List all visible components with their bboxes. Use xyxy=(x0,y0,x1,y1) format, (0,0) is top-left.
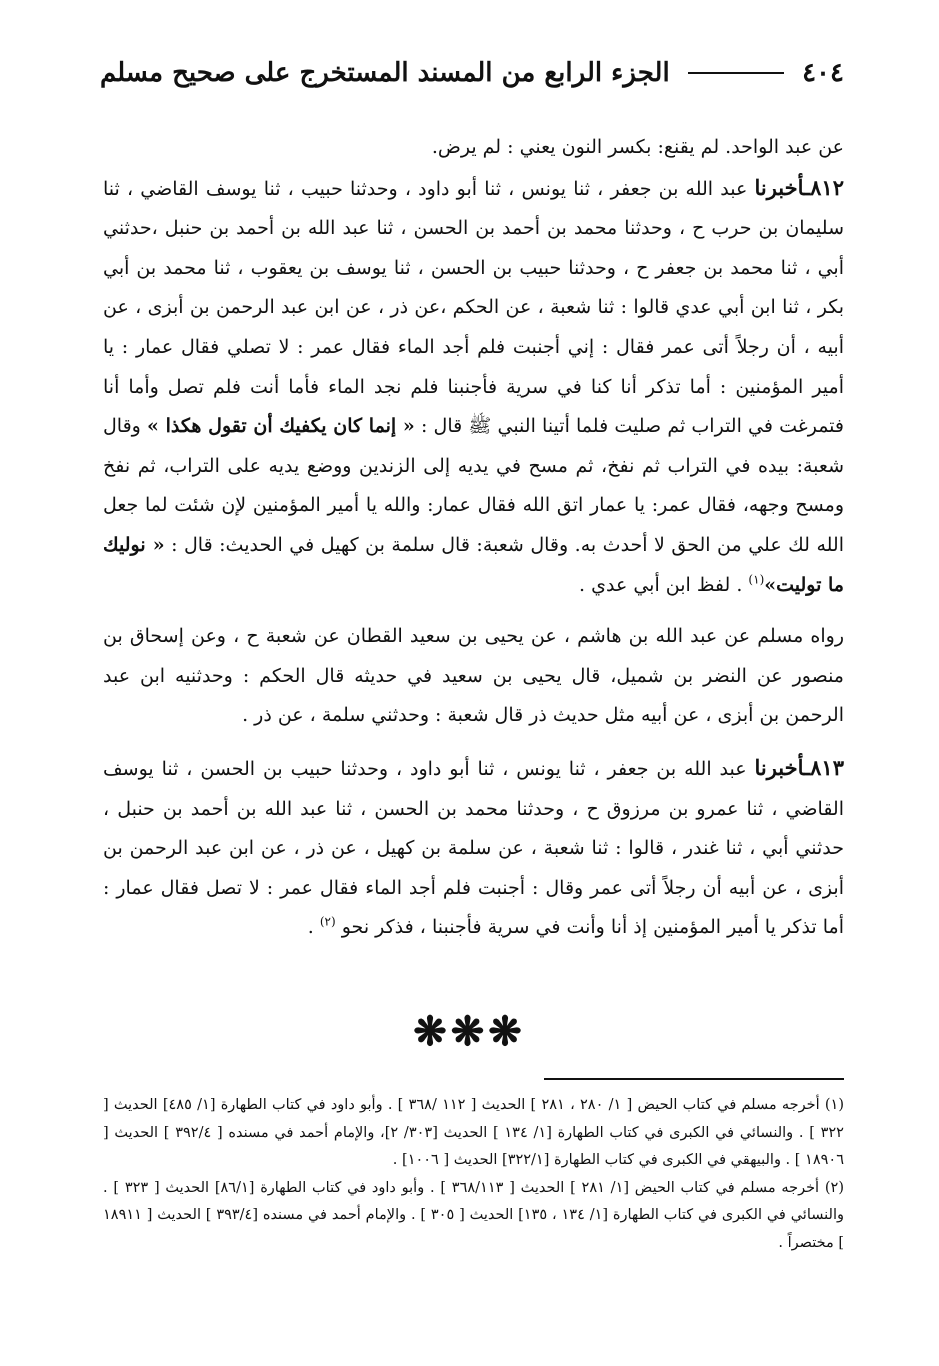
intro-line: عن عبد الواحد. لم يقنع: بكسر النون يعني : لم يرض. xyxy=(431,136,844,158)
page-header xyxy=(100,50,844,96)
running-title: الجزء الرابع من المسند المستخرج على صحيح مسلم xyxy=(100,58,670,88)
footnote-rule xyxy=(544,1078,844,1080)
page-number: ٤٠٤ xyxy=(802,58,844,88)
footnote-ref: (٢) xyxy=(319,914,336,929)
footnotes xyxy=(103,1092,844,1258)
hadith-text: وقال شعبة: بيده في التراب ثم نفخ، ثم مسح في يديه إلى الزندين ووضع يديه على التراب، ثم نفخ ومسح وجهه، فقال عمر: يا عمار اتق الله فقال عمار: والله يا أمير المؤمنين لإن شئت لما جعل الله لك علي من الحق لا أحدث به. وقال شعبة: قال سلمة بن كهيل في الحديث: قال : xyxy=(103,415,844,556)
akhbarana-keyword: أخبرنا xyxy=(754,754,804,780)
main-text xyxy=(103,128,844,948)
footnote-1: (١) أخرجه مسلم في كتاب الحيض [ ١/ ٢٨٠ ، ٢٨١ ] الحديث [ ١١٢ /٣٦٨ ] . وأبو داود في كتاب الطهارة [١/ ٤٨٥] الحديث [ ٣٢٢ ] . والنسائي في الكبرى في كتاب الطهارة [١/ ١٣٤ ] الحديث [٣٠٣/ ٢]، والإمام أحمد في مسنده [ ٣٩٢/٤ ] الحديث [ ١٨٩٠٦ ] . والبيهقي في الكبرى في كتاب الطهارة [٣٢٢/١] الحديث [ ١٠٠٦] . xyxy=(103,1097,845,1169)
riwaya-paragraph: رواه مسلم عن عبد الله بن هاشم ، عن يحيى بن سعيد القطان عن شعبة ح ، وعن إسحاق بن منصور عن النضر بن شميل، قال يحيى بن سعيد في حديثه قال الحكم : وحدثنيه ابن عبد الرحمن بن أبزى ، عن أبيه مثل حديث ذر قال شعبة : وحدثني سلمة ، عن ذر . xyxy=(103,625,844,727)
hadith-812 xyxy=(103,168,844,606)
section-separator: ❋❋❋ xyxy=(413,1008,526,1055)
footnote-2: (٢) أخرجه مسلم في كتاب الحيض [١/ ٢٨١ ] الحديث [ ٣٦٨/١١٣ ] . وأبو داود في كتاب الطهارة [٨٦/١] الحديث [ ٣٢٣ ] . والنسائي في الكبرى في كتاب الطهارة [١/ ١٣٤ ، ١٣٥] الحديث [ ٣٠٥ ] . والإمام أحمد في مسنده [٣٩٣/٤ ] الحديث [ ١٨٩١١ ] مختصراً . xyxy=(103,1179,844,1251)
akhbarana-keyword: أخبرنا xyxy=(754,174,804,200)
hadith-text: عبد الله بن جعفر ، ثنا يونس ، ثنا أبو داود ، وحدثنا حبيب ، ثنا يوسف القاضي ، ثنا سليمان بن حرب ح ، وحدثنا محمد بن أحمد بن الحسن ، ثنا عبد الله بن أحمد بن حنبل ،حدثني أبي ، ثنا محمد بن جعفر ح ، وحدثنا حبيب بن الحسن ، ثنا يوسف بن يعقوب ، ثنا محمد بن أبي بكر ، ثنا ابن أبي عدي قالوا : ثنا شعبة ، عن الحكم ،عن ذر ، عن ابن عبد الرحمن بن أبزى ، عن أبيه ، أن رجلاً أتى عمر فقال : إني أجنبت فلم أجد الماء فقال عمر : لا تصلي فقال عمار : يا أمير المؤمنين : أما تذكر أنا كنا في سرية فأجنبنا فلم نجد الماء فأما أنت فلم تصل وأما أنا فتمرغت في التراب ثم صليت فلما أتينا النبي ﷺ قال : xyxy=(103,177,844,438)
hadith-number: ٨١٣ـ xyxy=(804,754,844,780)
hadith-quote-bold: « نوليك ما توليت» xyxy=(103,533,844,596)
hadith-quote-bold: « إنما كان يكفيك أن تقول هكذا » xyxy=(147,415,415,438)
footnote-ref: (١) xyxy=(748,572,765,587)
hadith-text: عبد الله بن جعفر ، ثنا يونس ، ثنا أبو داود ، وحدثنا حبيب بن الحسن ، ثنا يوسف القاضي ، ثنا عمرو بن مرزوق ح ، وحدثنا محمد بن الحسن ، ثنا عبد الله بن أحمد بن حنبل ، حدثني أبي ، ثنا غندر ، قالوا : ثنا شعبة ، عن سلمة بن كهيل ، عن ذر ، عن ابن عبد الرحمن بن أبزى ، عن أبيه أن رجلاً أتى عمر وقال : أجنبت فلم أجد الماء فقال عمر : لا تصل فقال عمار : أما تذكر يا أمير المؤمنين إذ أنا وأنت في سرية فأجنبنا ، فذكر نحو xyxy=(103,757,844,939)
hadith-text: . xyxy=(307,916,320,939)
hadith-813 xyxy=(103,748,844,948)
hadith-number: ٨١٢ـ xyxy=(804,174,844,200)
header-rule xyxy=(688,72,784,74)
hadith-text: . لفظ ابن أبي عدي . xyxy=(579,573,749,596)
